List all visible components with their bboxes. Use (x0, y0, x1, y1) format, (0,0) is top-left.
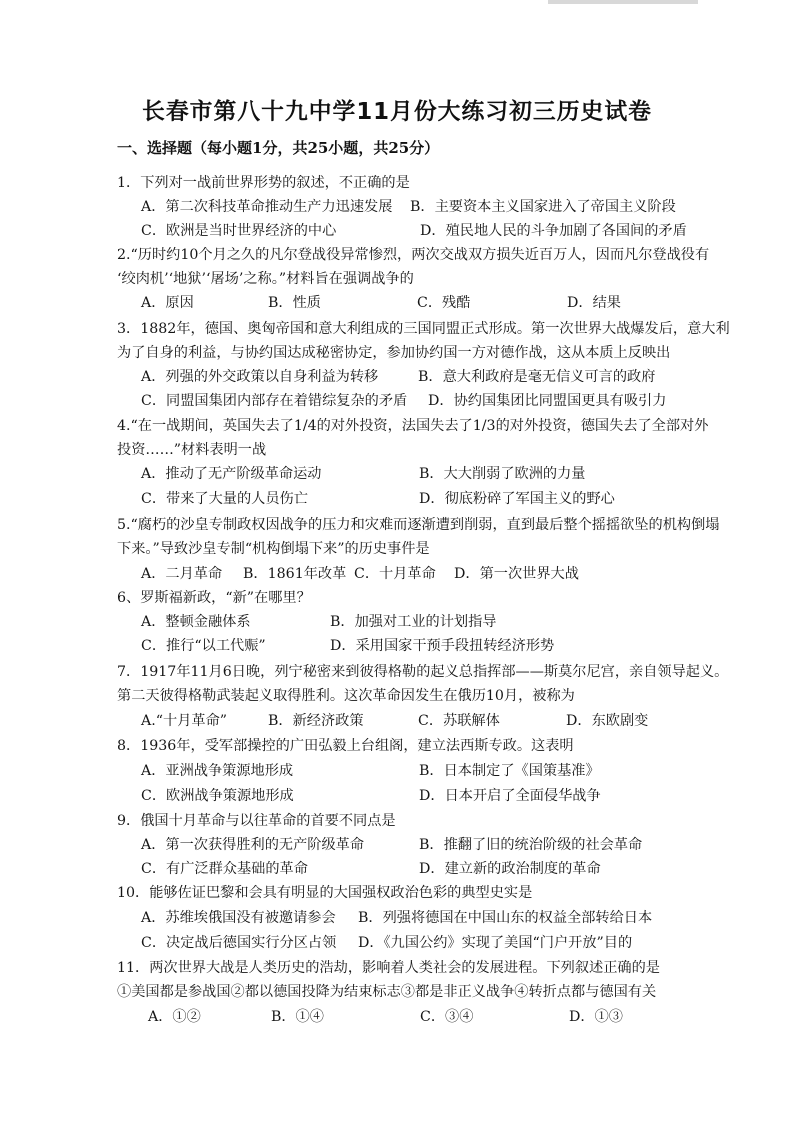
question-6-option-a: A．整顿金融体系 (141, 614, 251, 630)
question-2-stem-line2: ‘绞肉机’‘地狱’‘屠场’之称。”材料旨在强调战争的 (117, 271, 414, 287)
question-9-option-c: C．有广泛群众基础的革命 (141, 861, 308, 877)
question-9-option-a: A．第一次获得胜利的无产阶级革命 (141, 837, 365, 853)
question-9-option-b: B．推翻了旧的统治阶级的社会革命 (419, 837, 643, 853)
question-4-stem-line1: 4.“在一战期间，英国失去了1/4的对外投资，法国失去了1/3的对外投资，德国失去了全部对外 (117, 418, 709, 434)
question-10-option-b: B．列强将德国在中国山东的权益全部转给日本 (358, 910, 653, 926)
question-1-stem: 1．下列对一战前世界形势的叙述，不正确的是 (117, 175, 410, 191)
question-6-stem: 6、罗斯福新政，“新”在哪里？ (117, 590, 311, 606)
question-11-stem: 11．两次世界大战是人类历史的浩劫，影响着人类社会的发展进程。下列叙述正确的是 (117, 960, 660, 976)
question-1-option-d: D．殖民地人民的斗争加剧了各国间的矛盾 (420, 223, 687, 239)
question-5-option-c: C．十月革命 (354, 566, 436, 582)
question-10-option-a: A．苏维埃俄国没有被邀请参会 (141, 910, 336, 926)
question-5-option-a: A．二月革命 (141, 566, 223, 582)
question-11-items: ①美国都是参战国②都以德国投降为结束标志③都是非正义战争④转折点都与德国有关 (117, 984, 657, 1000)
question-4-stem-line2: 投资……”材料表明一战 (117, 442, 267, 458)
question-1-option-c: C．欧洲是当时世界经济的中心 (141, 223, 337, 239)
question-2-option-c: C．残酷 (417, 295, 471, 311)
question-2-stem-line1: 2.“历时约10个月之久的凡尔登战役异常惨烈，两次交战双方损失近百万人，因而凡尔登战役有 (117, 247, 710, 263)
question-5-stem-line2: 下来。”导致沙皇专制“机构倒塌下来”的历史事件是 (117, 541, 430, 557)
question-10-option-c: C．决定战后德国实行分区占领 (141, 935, 337, 951)
question-7-option-c: C．苏联解体 (418, 713, 500, 729)
question-7-option-d: D．东欧剧变 (566, 713, 649, 729)
question-2-option-b: B．性质 (268, 295, 321, 311)
scan-mark (548, 0, 698, 4)
question-9-stem: 9．俄国十月革命与以往革命的首要不同点是 (117, 813, 396, 829)
question-11-option-c: C．③④ (420, 1009, 474, 1025)
page-title: 长春市第八十九中学11月份大练习初三历史试卷 (142, 99, 652, 125)
question-3-option-c: C．同盟国集团内部存在着错综复杂的矛盾 (141, 393, 408, 409)
question-3-option-b: B．意大利政府是毫无信义可言的政府 (418, 369, 656, 385)
question-11-option-a: A．①② (148, 1009, 201, 1025)
question-10-stem: 10．能够佐证巴黎和会具有明显的大国强权政治色彩的典型史实是 (117, 885, 533, 901)
question-1-option-a: A．第二次科技革命推动生产力迅速发展 (141, 199, 393, 215)
question-3-option-d: D．协约国集团比同盟国更具有吸引力 (428, 393, 667, 409)
question-5-option-d: D．第一次世界大战 (454, 566, 579, 582)
question-2-option-a: A．原因 (141, 295, 194, 311)
question-4-option-a: A．推动了无产阶级革命运动 (141, 466, 322, 482)
question-5-option-b: B．1861年改革 (243, 566, 347, 582)
question-7-option-a: A.“十月革命” (141, 713, 228, 729)
question-4-option-c: C．带来了大量的人员伤亡 (141, 491, 308, 507)
question-5-stem-line1: 5.“腐朽的沙皇专制政权因战争的压力和灾难而逐渐遭到削弱，直到最后整个摇摇欲坠的机构倒塌 (117, 517, 720, 533)
question-9-option-d: D．建立新的政治制度的革命 (419, 861, 601, 877)
section-heading: 一、选择题（每小题1分，共25小题，共25分） (117, 139, 440, 157)
question-8-option-c: C．欧洲战争策源地形成 (141, 788, 294, 804)
question-3-stem-line1: 3．1882年，德国、奥匈帝国和意大利组成的三国同盟正式形成。第一次世界大战爆发后，意大利 (117, 321, 730, 337)
question-7-stem-line1: 7．1917年11月6日晚，列宁秘密来到彼得格勒的起义总指挥部——斯莫尔尼宫，亲自领导起义。 (117, 664, 729, 680)
question-6-option-c: C．推行“以工代赈” (141, 638, 266, 654)
question-8-option-d: D．日本开启了全面侵华战争 (419, 788, 601, 804)
question-1-option-b: B．主要资本主义国家进入了帝国主义阶段 (410, 199, 676, 215)
question-11-option-b: B．①④ (271, 1009, 324, 1025)
question-7-option-b: B．新经济政策 (268, 713, 364, 729)
question-8-stem: 8．1936年，受军部操控的广田弘毅上台组阁，建立法西斯专政。这表明 (117, 738, 574, 754)
question-7-stem-line2: 第二天彼得格勒武装起义取得胜利。这次革命因发生在俄历10月，被称为 (117, 688, 575, 704)
question-3-option-a: A．列强的外交政策以自身利益为转移 (141, 369, 379, 385)
question-6-option-d: D．采用国家干预手段扭转经济形势 (330, 638, 555, 654)
question-4-option-d: D．彻底粉碎了军国主义的野心 (419, 491, 615, 507)
question-11-option-d: D．①③ (569, 1009, 623, 1025)
question-2-option-d: D．结果 (567, 295, 621, 311)
question-3-stem-line2: 为了自身的利益，与协约国达成秘密协定，参加协约国一方对德作战，这从本质上反映出 (117, 345, 671, 361)
question-6-option-b: B．加强对工业的计划指导 (330, 614, 497, 630)
question-8-option-b: B．日本制定了《国策基准》 (419, 763, 600, 779)
question-8-option-a: A．亚洲战争策源地形成 (141, 763, 294, 779)
question-4-option-b: B．大大削弱了欧洲的力量 (419, 466, 586, 482)
question-10-option-d: D．《九国公约》实现了美国“门户开放”目的 (358, 935, 633, 951)
